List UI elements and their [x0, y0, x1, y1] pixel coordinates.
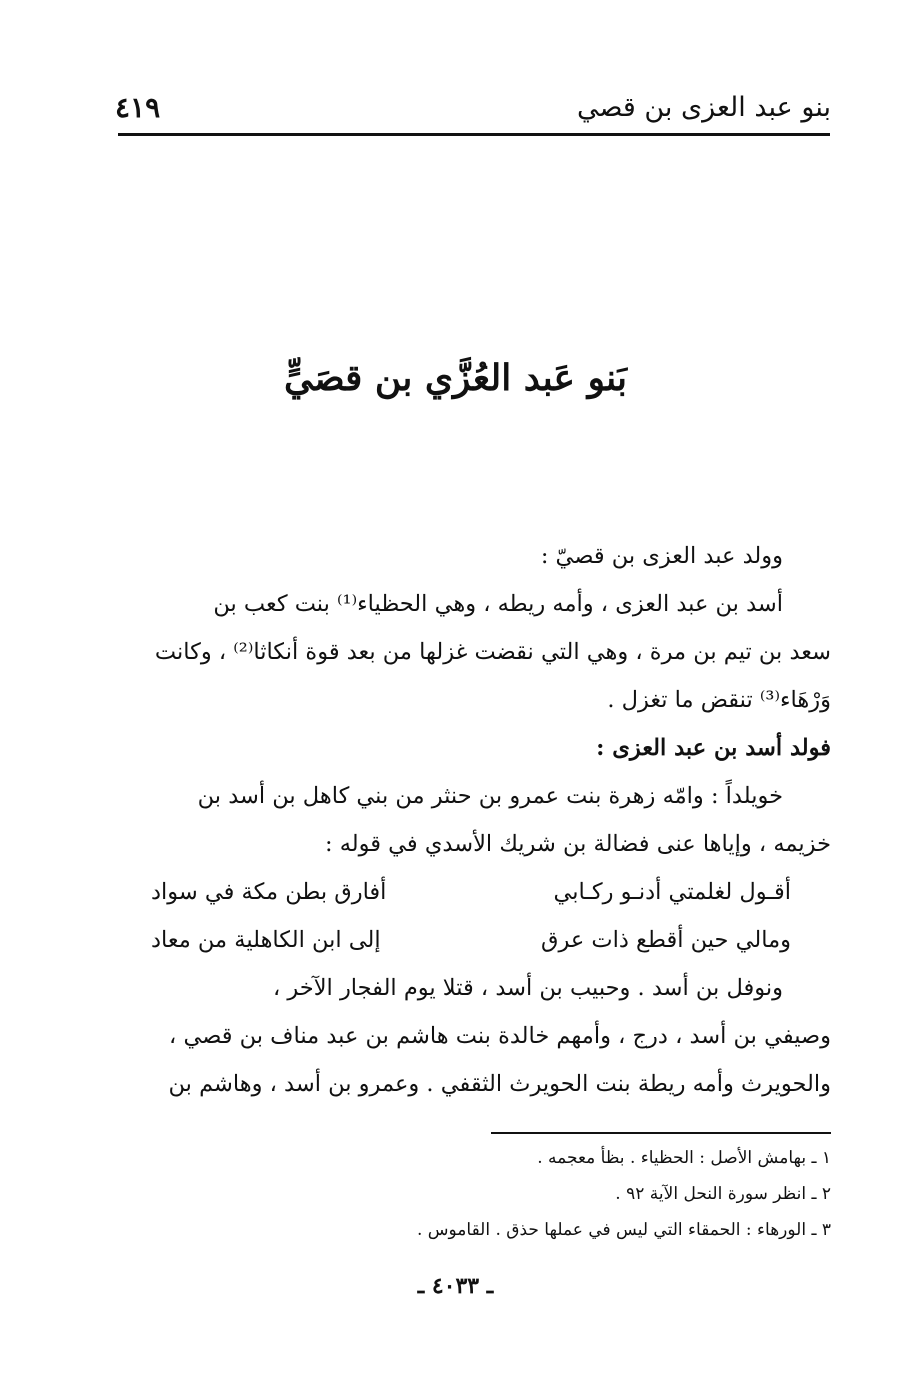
body-line-huwayrith: والحويرث وأمه ريطة بنت الحويرث الثقفي . وعمرو بن أسد ، وهاشم بن [168, 1071, 831, 1097]
body-line-khuzaymah: خزيمه ، وإياها عنى فضالة بن شريك الأسدي في قوله : [324, 831, 831, 857]
verse-2-second-hemistich: إلى ابن الكاهلية من معاد [151, 927, 381, 953]
chapter-title: بَنو عَبد العُزَّي بن قصَيٍّ [283, 357, 628, 399]
body-line-subheading: فولد أسد بن عبد العزى : [596, 735, 831, 761]
body-line-khuwaylid: خويلداً : وامّه زهرة بنت عمرو بن حنثر من بني كاهل بن أسد بن [197, 783, 783, 809]
footer-sequence-number: ـ ٤٠٣٣ ـ [417, 1273, 494, 1299]
body-line-sayfi: وصيفي بن أسد ، درج ، وأمهم خالدة بنت هاشم بن عبد مناف بن قصي ، [169, 1023, 831, 1049]
footnotes [111, 1140, 831, 1248]
footnote-2: ٢ ـ انظر سورة النحل الآية ٩٢ . [615, 1184, 831, 1204]
page-number: ٤١٩ [115, 91, 161, 124]
body-line-nawfal: ونوفل بن أسد . وحبيب بن أسد ، قتلا يوم الفجار الآخر ، [272, 975, 783, 1001]
verse-2-first-hemistich: ومالي حين أقطع ذات عرق [540, 927, 791, 953]
verse-line-1 [111, 868, 831, 916]
body-line-asad: أسد بن عبد العزى ، وأمه ريطه ، وهي الحظياء⁽¹⁾ بنت كعب بن [213, 591, 783, 617]
running-title: بنو عبد العزى بن قصي [576, 92, 831, 123]
verse-line-2 [111, 916, 831, 964]
footnote-1: ١ ـ بهامش الأصل : الحظياء . بظأ معجمه . [537, 1148, 831, 1168]
body-line-saad: سعد بن تيم بن مرة ، وهي التي نقضت غزلها من بعد قوة أنكاثا⁽²⁾ ، وكانت [154, 639, 831, 665]
verse-1-first-hemistich: أقـول لغلمتي أدنـو ركـابي [553, 879, 791, 905]
footnote-3: ٣ ـ الورهاء : الحمقاء التي ليس في عملها حذق . القاموس . [416, 1220, 831, 1240]
header-rule [118, 133, 830, 136]
footnote-rule [491, 1132, 831, 1134]
body-text [111, 532, 831, 1108]
verse-1-second-hemistich: أفارق بطن مكة في سواد [151, 879, 387, 905]
body-line-warhaa: وَرْهَاء⁽³⁾ تنقض ما تغزل . [607, 687, 831, 713]
body-line-intro: وولد عبد العزى بن قصيّ : [540, 543, 783, 569]
